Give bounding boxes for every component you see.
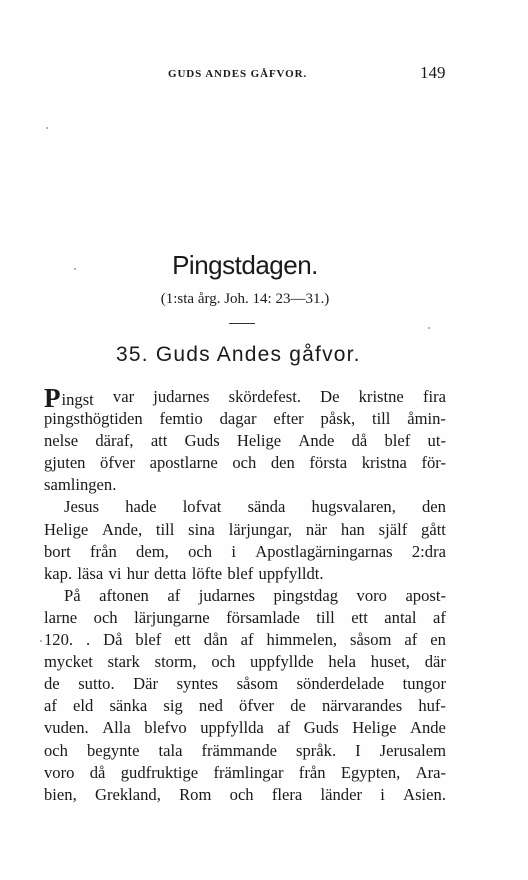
- text-line: kap. läsa vi hur detta löfte blef uppfylldt.: [44, 563, 324, 583]
- text-line: mycket stark storm, och uppfyllde hela huset, där: [44, 652, 446, 672]
- text-line: 120. . Då blef ett dån af himmelen, såsom af en: [44, 630, 446, 650]
- text-line: af eld sänka sig ned öfver de närvarandes huf-: [44, 696, 446, 716]
- text-line: pingsthögtiden femtio dagar efter påsk, till åmin-: [44, 409, 446, 429]
- text-line: voro då gudfruktige främlingar från Egypten, Ara-: [44, 762, 446, 782]
- paper-speck: [74, 268, 76, 270]
- text-line: gjuten öfver apostlarne och den första kristna för-: [44, 453, 446, 473]
- drop-cap: P: [44, 383, 61, 413]
- text-line: nelse däraf, att Guds Helige Ande då blef ut-: [44, 431, 446, 451]
- running-head: GUDS ANDES GÅFVOR.: [168, 68, 308, 80]
- paper-speck: [428, 327, 430, 329]
- body-text: [44, 383, 446, 806]
- text-line: bort från dem, och i Apostlagärningarnas 2:dra: [44, 541, 446, 561]
- text-line: larne och lärjungarne församlade till ett antal af: [44, 607, 446, 627]
- text-line: På aftonen af judarnes pingstdag voro apost-: [64, 585, 446, 605]
- text-line: Jesus hade lofvat sända hugsvalaren, den: [64, 497, 446, 517]
- text-line: vuden. Alla blefvo uppfyllda af Guds Helige Ande: [44, 718, 446, 738]
- paper-speck: [46, 127, 48, 129]
- chapter-heading: 35. Guds Andes gåfvor.: [116, 343, 361, 366]
- text-line: de sutto. Där syntes såsom sönderdelade tungor: [44, 674, 446, 694]
- section-reference: (1:sta årg. Joh. 14: 23—31.): [160, 291, 330, 307]
- text-line: och begynte tala främmande språk. I Jerusalem: [44, 740, 446, 760]
- section-title: Pingstdagen.: [172, 250, 318, 280]
- divider-rule: [229, 323, 255, 324]
- text-line: Helige Ande, till sina lärjungar, när han själf gått: [44, 519, 446, 539]
- page-number: 149: [420, 63, 446, 82]
- text-line: samlingen.: [44, 475, 117, 495]
- text-line: P ingst var judarnes skördefest. De kristne fira: [44, 383, 446, 413]
- paper-speck: [40, 640, 42, 642]
- text-line: bien, Grekland, Rom och flera länder i Asien.: [44, 784, 446, 804]
